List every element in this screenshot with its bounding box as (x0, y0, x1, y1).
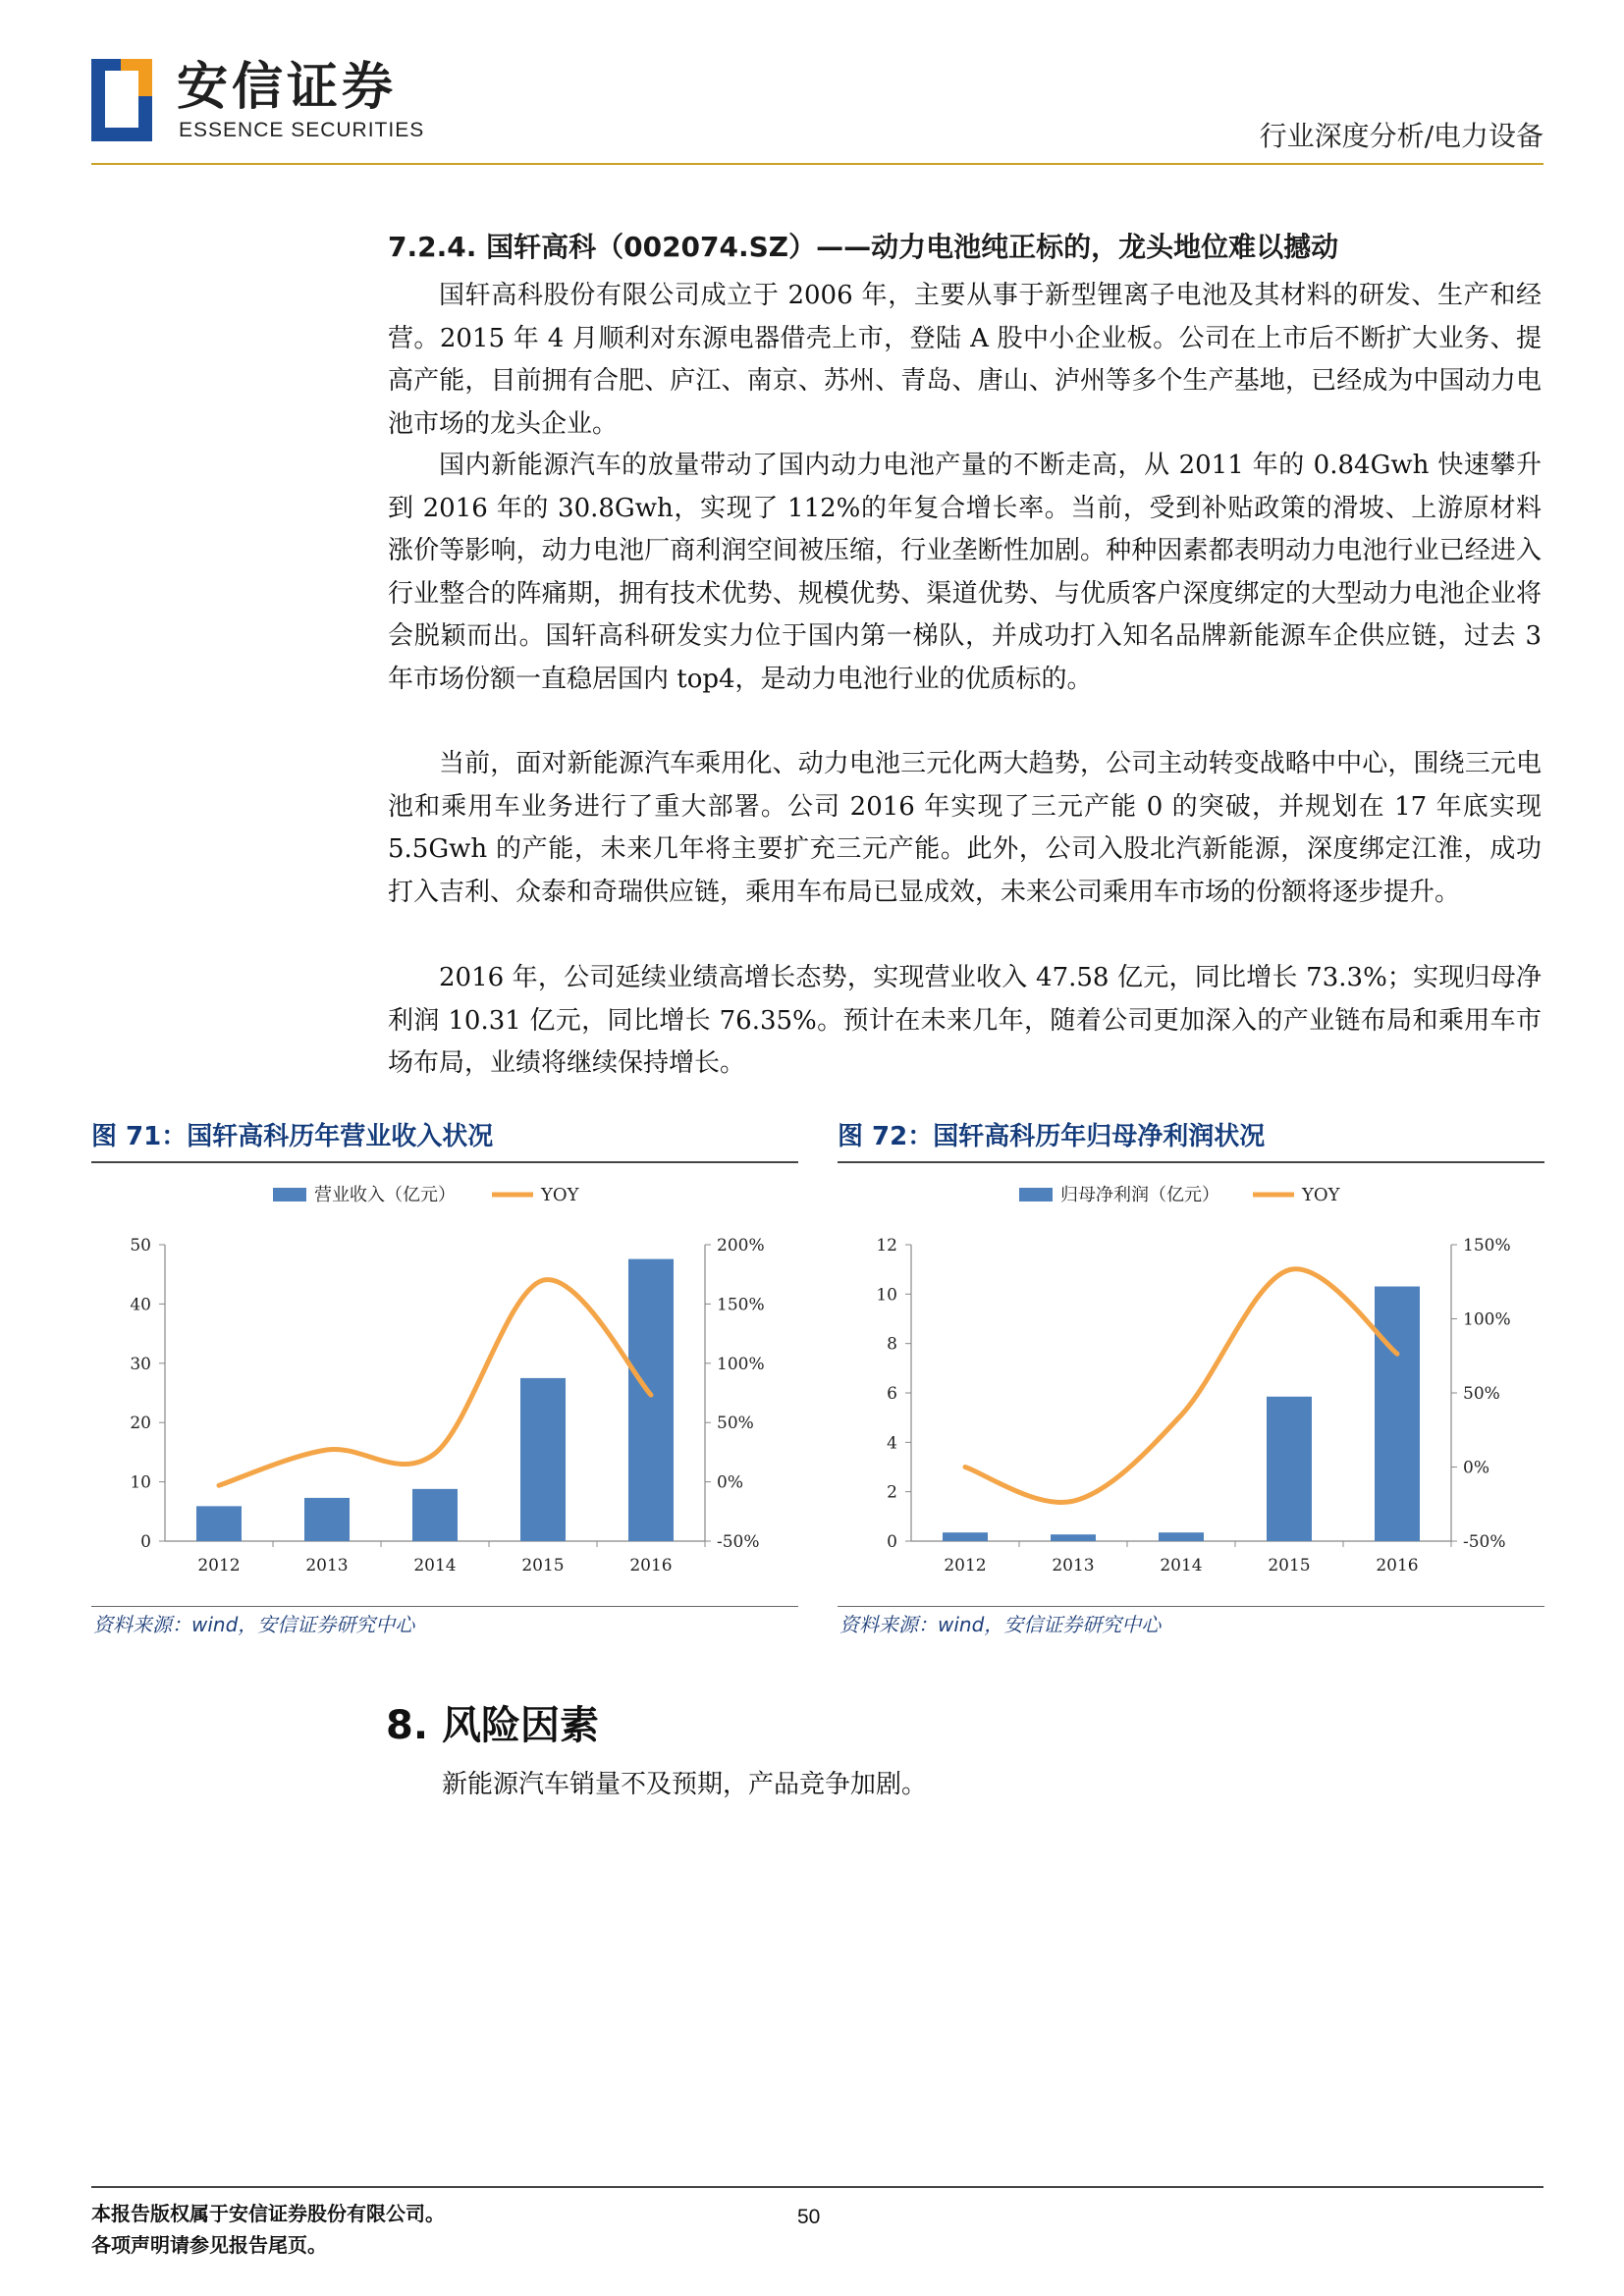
x-tick-label: 2012 (944, 1556, 987, 1575)
body-paragraph: 当前，面对新能源汽车乘用化、动力电池三元化两大趋势，公司主动转变战略中中心，围绕三元电池和乘用车业务进行了重大部署。公司 2016 年实现了三元产能 0 的突破，并规划在 17 年底实现 5.5Gwh 的产能，未来几年将主要扩充三元产能。此外，公司入股北汽新能源，深度绑定江淮，成功打入吉利、众泰和奇瑞供应链，乘用车布局已显成效，未来公司乘用车市场的份额将逐步提升。 (388, 749, 1542, 907)
left-tick-label: 40 (130, 1295, 151, 1315)
company-logo-mark (91, 59, 152, 141)
x-tick-label: 2014 (413, 1556, 457, 1575)
right-tick-label: 100% (1463, 1309, 1511, 1330)
bar (1375, 1287, 1420, 1541)
left-tick-label: 30 (130, 1354, 151, 1374)
left-tick-label: 10 (130, 1472, 151, 1493)
bar (1267, 1397, 1312, 1541)
figure-title-rule (91, 1161, 798, 1163)
right-tick-label: 0% (1463, 1458, 1489, 1478)
bar (196, 1506, 242, 1541)
right-tick-label: -50% (717, 1532, 760, 1552)
section-heading: 7.2.4. 国轩高科（002074.SZ）——动力电池纯正标的，龙头地位难以撼动 (388, 231, 1339, 263)
risk-text: 新能源汽车销量不及预期，产品竞争加剧。 (442, 1770, 928, 1799)
report-category: 行业深度分析/电力设备 (1259, 120, 1543, 152)
body-paragraph: 2016 年，公司延续业绩高增长态势，实现营业收入 47.58 亿元，同比增长 73.3%；实现归母净利润 10.31 亿元，同比增长 76.35%。预计在未来几年，随着公司更加深入的产业链布局和乘用车市场布局，业绩将继续保持增长。 (388, 963, 1542, 1078)
figure-title: 图 72：国轩高科历年归母净利润状况 (838, 1122, 1266, 1151)
legend-bar-label: 归母净利润（亿元） (1060, 1185, 1219, 1205)
left-tick-label: 4 (887, 1433, 897, 1454)
legend-bar-swatch (1019, 1188, 1053, 1201)
x-tick-label: 2016 (1376, 1556, 1419, 1575)
bar (1159, 1532, 1204, 1541)
yoy-line (219, 1280, 651, 1486)
bar (1051, 1534, 1096, 1541)
left-tick-label: 10 (876, 1285, 897, 1306)
bar (520, 1378, 566, 1541)
figure-bottom-rule (838, 1606, 1544, 1607)
x-tick-label: 2015 (521, 1556, 565, 1575)
right-tick-label: 200% (717, 1236, 765, 1255)
x-tick-label: 2013 (305, 1556, 349, 1575)
left-tick-label: 2 (887, 1482, 897, 1503)
right-tick-label: 50% (1463, 1384, 1500, 1404)
right-tick-label: 50% (717, 1414, 754, 1434)
legend-line-label: YOY (541, 1185, 579, 1205)
legend-bar-label: 营业收入（亿元） (314, 1185, 456, 1205)
left-tick-label: 0 (887, 1532, 897, 1552)
x-tick-label: 2016 (629, 1556, 673, 1575)
figure-bottom-rule (91, 1606, 798, 1607)
right-tick-label: 150% (717, 1295, 765, 1315)
company-logo-english: ESSENCE SECURITIES (179, 119, 425, 141)
yoy-line (965, 1269, 1397, 1503)
copyright-notice: 本报告版权属于安信证券股份有限公司。 (91, 2202, 445, 2225)
footer-divider (91, 2186, 1543, 2188)
left-tick-label: 12 (876, 1236, 897, 1255)
header-divider (91, 163, 1543, 165)
page-number: 50 (797, 2206, 821, 2228)
revenue-chart (91, 1168, 798, 1600)
body-paragraph: 国轩高科股份有限公司成立于 2006 年，主要从事于新型锂离子电池及其材料的研发、生产和经营。2015 年 4 月顺利对东源电器借壳上市，登陆 A 股中小企业板。公司在上市后不断扩大业务、提高产能，目前拥有合肥、庐江、南京、苏州、青岛、唐山、泸州等多个生产基地，已经成为中国动力电池市场的龙头企业。 (388, 281, 1542, 439)
bar (304, 1498, 350, 1541)
legend-line-label: YOY (1302, 1185, 1340, 1205)
body-paragraph: 国内新能源汽车的放量带动了国内动力电池产量的不断走高，从 2011 年的 0.84Gwh 快速攀升到 2016 年的 30.8Gwh，实现了 112%的年复合增长率。当前，受到补贴政策的滑坡、上游原材料涨价等影响，动力电池厂商利润空间被压缩，行业垄断性加剧。种种因素都表明动力电池行业已经进入行业整合的阵痛期，拥有技术优势、规模优势、渠道优势、与优质客户深度绑定的大型动力电池企业将会脱颖而出。国轩高科研发实力位于国内第一梯队，并成功打入知名品牌新能源车企供应链，过去 3 年市场份额一直稳居国内 top4，是动力电池行业的优质标的。 (388, 451, 1542, 694)
bar (628, 1259, 674, 1541)
x-tick-label: 2014 (1160, 1556, 1203, 1575)
company-logo-text: 安信证券 (177, 58, 398, 117)
x-tick-label: 2013 (1052, 1556, 1095, 1575)
net-profit-chart (838, 1168, 1544, 1600)
figure-source: 资料来源：wind，安信证券研究中心 (93, 1613, 415, 1636)
right-tick-label: 100% (717, 1354, 765, 1374)
right-tick-label: -50% (1463, 1532, 1506, 1552)
legend-bar-swatch (273, 1188, 306, 1201)
x-tick-label: 2015 (1268, 1556, 1311, 1575)
x-tick-label: 2012 (197, 1556, 241, 1575)
right-tick-label: 0% (717, 1472, 743, 1493)
left-tick-label: 0 (140, 1532, 151, 1552)
bar (943, 1532, 988, 1541)
risk-heading: 8. 风险因素 (386, 1703, 599, 1748)
left-tick-label: 8 (887, 1334, 897, 1355)
left-tick-label: 20 (130, 1414, 151, 1434)
figure-title-rule (838, 1161, 1544, 1163)
left-tick-label: 6 (887, 1384, 897, 1404)
left-tick-label: 50 (130, 1236, 151, 1255)
figure-source: 资料来源：wind，安信证券研究中心 (839, 1613, 1162, 1636)
right-tick-label: 150% (1463, 1236, 1511, 1255)
disclaimer-notice: 各项声明请参见报告尾页。 (91, 2233, 327, 2257)
bar (412, 1489, 458, 1541)
figure-title: 图 71：国轩高科历年营业收入状况 (91, 1122, 494, 1151)
